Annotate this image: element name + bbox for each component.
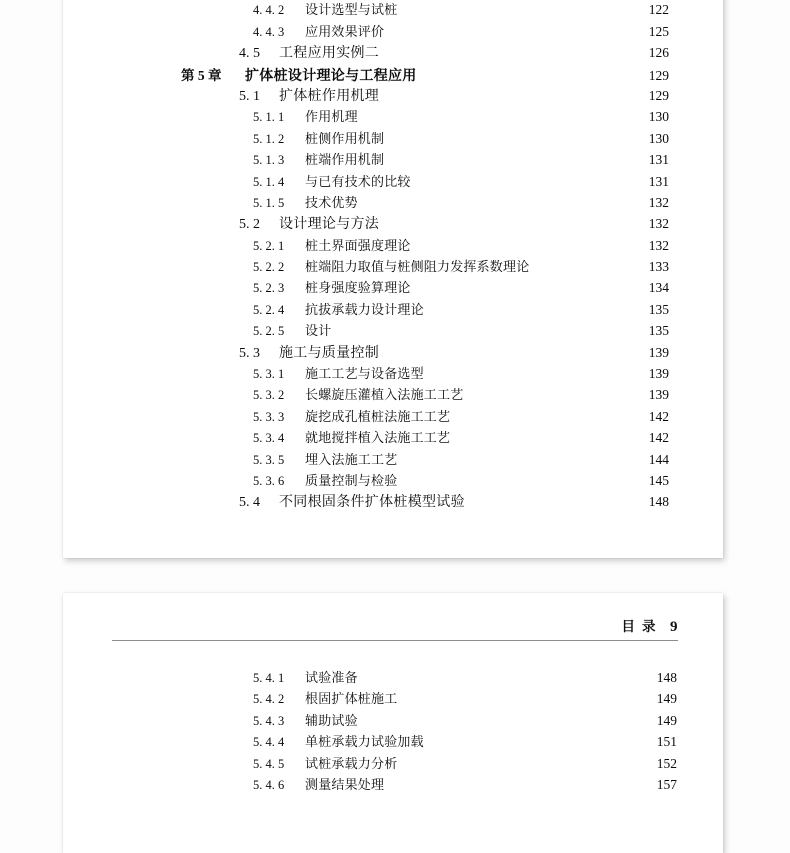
toc-entry-number: 5. 2. 5	[253, 324, 285, 339]
toc-entry	[63, 85, 723, 106]
toc-entry-page-number: 129	[648, 87, 669, 103]
toc-entry-number: 4. 4. 2	[253, 3, 285, 18]
toc-entry	[63, 449, 723, 470]
toc-entry	[63, 491, 723, 512]
toc-entry	[63, 192, 723, 213]
toc-entry-page-number: 131	[648, 173, 669, 189]
toc-entry-page-number: 148	[656, 670, 677, 685]
toc-entry-title: 长螺旋压灌植入法施工工艺	[305, 387, 464, 403]
toc-entry	[63, 256, 723, 277]
toc-entry-number: 5. 1	[239, 88, 260, 104]
toc-entry-number: 5. 1. 2	[253, 131, 285, 146]
toc-entry-title: 旋挖成孔植桩法施工工艺	[305, 408, 451, 424]
toc-entry-title: 试验准备	[305, 670, 358, 685]
toc-entry-page-number: 149	[656, 712, 677, 728]
toc-entry-title: 辅助试验	[305, 712, 358, 728]
toc-entry	[63, 427, 723, 448]
toc-entry	[63, 171, 723, 192]
toc-entry-page-number: 135	[648, 301, 669, 317]
toc-entry-number: 5. 2. 4	[253, 302, 285, 317]
toc-entry-title: 与已有技术的比较	[305, 173, 411, 189]
toc-entry-number: 5. 1. 4	[253, 174, 285, 189]
toc-page-lower	[63, 593, 723, 853]
toc-entry-title: 工程应用实例二	[279, 46, 380, 62]
toc-entry-page-number: 132	[648, 237, 669, 253]
toc-entry-title: 桩土界面强度理论	[305, 237, 411, 253]
toc-entry-page-number: 132	[648, 194, 669, 210]
running-head-page-number: 9	[670, 619, 678, 635]
toc-entry	[63, 213, 723, 234]
toc-entry-page-number: 157	[656, 776, 677, 792]
toc-entry-page-number: 135	[648, 323, 669, 339]
toc-entry-number: 5. 2. 1	[253, 238, 285, 253]
toc-entry	[63, 277, 723, 298]
toc-entry	[63, 320, 723, 341]
toc-list-upper	[63, 0, 723, 513]
running-head	[112, 615, 678, 645]
toc-entry-page-number: 151	[656, 734, 677, 750]
running-head-label-char-1: 目	[621, 619, 642, 634]
toc-entry-number: 5. 3	[239, 345, 260, 361]
toc-entry-title: 扩体桩作用机理	[279, 88, 380, 104]
toc-entry-title: 埋入法施工工艺	[305, 451, 398, 467]
toc-entry-number: 5. 4. 4	[253, 735, 285, 750]
toc-entry-number: 5. 4	[239, 495, 260, 511]
toc-entry	[63, 363, 723, 384]
toc-entry-page-number: 133	[648, 259, 669, 275]
toc-entry-page-number: 139	[648, 344, 669, 360]
toc-entry	[63, 235, 723, 256]
toc-entry-page-number: 126	[648, 45, 669, 61]
toc-entry	[63, 128, 723, 149]
toc-entry-title: 单桩承载力试验加载	[305, 734, 424, 750]
toc-entry	[63, 342, 723, 363]
toc-entry-number: 5. 1. 3	[253, 153, 285, 168]
toc-entry-number: 5. 3. 1	[253, 367, 285, 382]
toc-entry	[63, 688, 723, 709]
toc-entry-title: 质量控制与检验	[305, 472, 398, 488]
toc-entry	[63, 731, 723, 752]
toc-entry-title: 桩侧作用机制	[305, 130, 385, 146]
toc-entry-number: 5. 4. 1	[253, 671, 285, 685]
toc-entry	[63, 21, 723, 42]
toc-entry-number: 5. 1. 5	[253, 195, 285, 210]
toc-entry-page-number: 130	[648, 130, 669, 146]
toc-entry-number: 5. 4. 2	[253, 692, 285, 707]
toc-entry	[63, 384, 723, 405]
toc-entry-title: 抗拔承载力设计理论	[305, 301, 424, 317]
toc-entry-page-number: 122	[648, 2, 669, 18]
toc-entry	[63, 0, 723, 21]
toc-entry-number: 5. 4. 3	[253, 713, 285, 728]
toc-entry	[63, 470, 723, 491]
toc-entry	[63, 42, 723, 63]
toc-entry-page-number: 145	[648, 472, 669, 488]
toc-entry-page-number: 132	[648, 216, 669, 232]
toc-entry	[63, 406, 723, 427]
toc-entry-number: 5. 1. 1	[253, 110, 285, 125]
toc-entry	[63, 64, 723, 85]
toc-entry-title: 就地搅拌植入法施工工艺	[305, 430, 451, 446]
toc-entry-title: 不同根固条件扩体桩模型试验	[279, 495, 465, 511]
toc-entry-page-number: 139	[648, 387, 669, 403]
toc-entry-number: 第 5 章	[181, 67, 222, 83]
toc-entry-page-number: 149	[656, 691, 677, 707]
toc-entry-title: 桩身强度验算理论	[305, 280, 411, 296]
toc-entry-page-number: 144	[648, 451, 669, 467]
toc-entry-number: 5. 2. 2	[253, 260, 285, 275]
toc-entry-number: 5. 3. 4	[253, 431, 285, 446]
toc-entry-title: 技术优势	[305, 194, 358, 210]
toc-entry-number: 5. 2	[239, 217, 260, 233]
toc-entry-title: 桩端作用机制	[305, 152, 385, 168]
toc-entry	[63, 774, 723, 795]
toc-entry-number: 4. 5	[239, 46, 260, 62]
running-head-rule	[112, 640, 678, 641]
toc-entry-title: 设计选型与试桩	[305, 2, 398, 18]
toc-entry-number: 5. 3. 3	[253, 409, 285, 424]
toc-entry	[63, 710, 723, 731]
toc-entry	[63, 667, 723, 688]
toc-entry-title: 桩端阻力取值与桩侧阻力发挥系数理论	[305, 259, 530, 275]
toc-entry	[63, 299, 723, 320]
toc-entry-number: 4. 4. 3	[253, 24, 285, 39]
toc-entry-number: 5. 3. 6	[253, 473, 285, 488]
toc-entry-number: 5. 4. 6	[253, 777, 285, 792]
toc-entry-page-number: 130	[648, 109, 669, 125]
toc-entry-page-number: 134	[648, 280, 669, 296]
toc-entry-page-number: 129	[648, 67, 669, 83]
running-head-text	[112, 615, 678, 636]
toc-entry	[63, 753, 723, 774]
toc-entry-number: 5. 4. 5	[253, 756, 285, 771]
toc-entry-page-number: 142	[648, 408, 669, 424]
toc-entry-title: 设计	[305, 323, 332, 339]
toc-entry-title: 试桩承载力分析	[305, 755, 398, 771]
toc-entry-number: 5. 3. 5	[253, 452, 285, 467]
toc-entry	[63, 149, 723, 170]
toc-entry-title: 设计理论与方法	[279, 217, 380, 233]
toc-page-upper	[63, 0, 723, 558]
toc-entry-title: 作用机理	[305, 109, 358, 125]
toc-list-lower	[63, 667, 723, 795]
toc-entry-title: 测量结果处理	[305, 776, 385, 792]
toc-entry-page-number: 142	[648, 430, 669, 446]
toc-entry-page-number: 148	[648, 494, 669, 510]
toc-entry-number: 5. 2. 3	[253, 281, 285, 296]
page-content-upper	[63, 0, 723, 558]
toc-entry-page-number: 125	[648, 23, 669, 39]
toc-entry-title: 根固扩体桩施工	[305, 691, 398, 707]
running-head-label-char-2: 录	[642, 619, 656, 634]
toc-entry-title: 应用效果评价	[305, 23, 385, 39]
toc-entry-title: 施工工艺与设备选型	[305, 366, 424, 382]
page-content-lower	[63, 593, 723, 853]
toc-entry	[63, 106, 723, 127]
toc-entry-title: 扩体桩设计理论与工程应用	[245, 68, 417, 84]
toc-entry-page-number: 152	[656, 755, 677, 771]
toc-entry-number: 5. 3. 2	[253, 388, 285, 403]
toc-entry-title: 施工与质量控制	[279, 345, 380, 361]
toc-entry-page-number: 139	[648, 366, 669, 382]
toc-entry-page-number: 131	[648, 152, 669, 168]
